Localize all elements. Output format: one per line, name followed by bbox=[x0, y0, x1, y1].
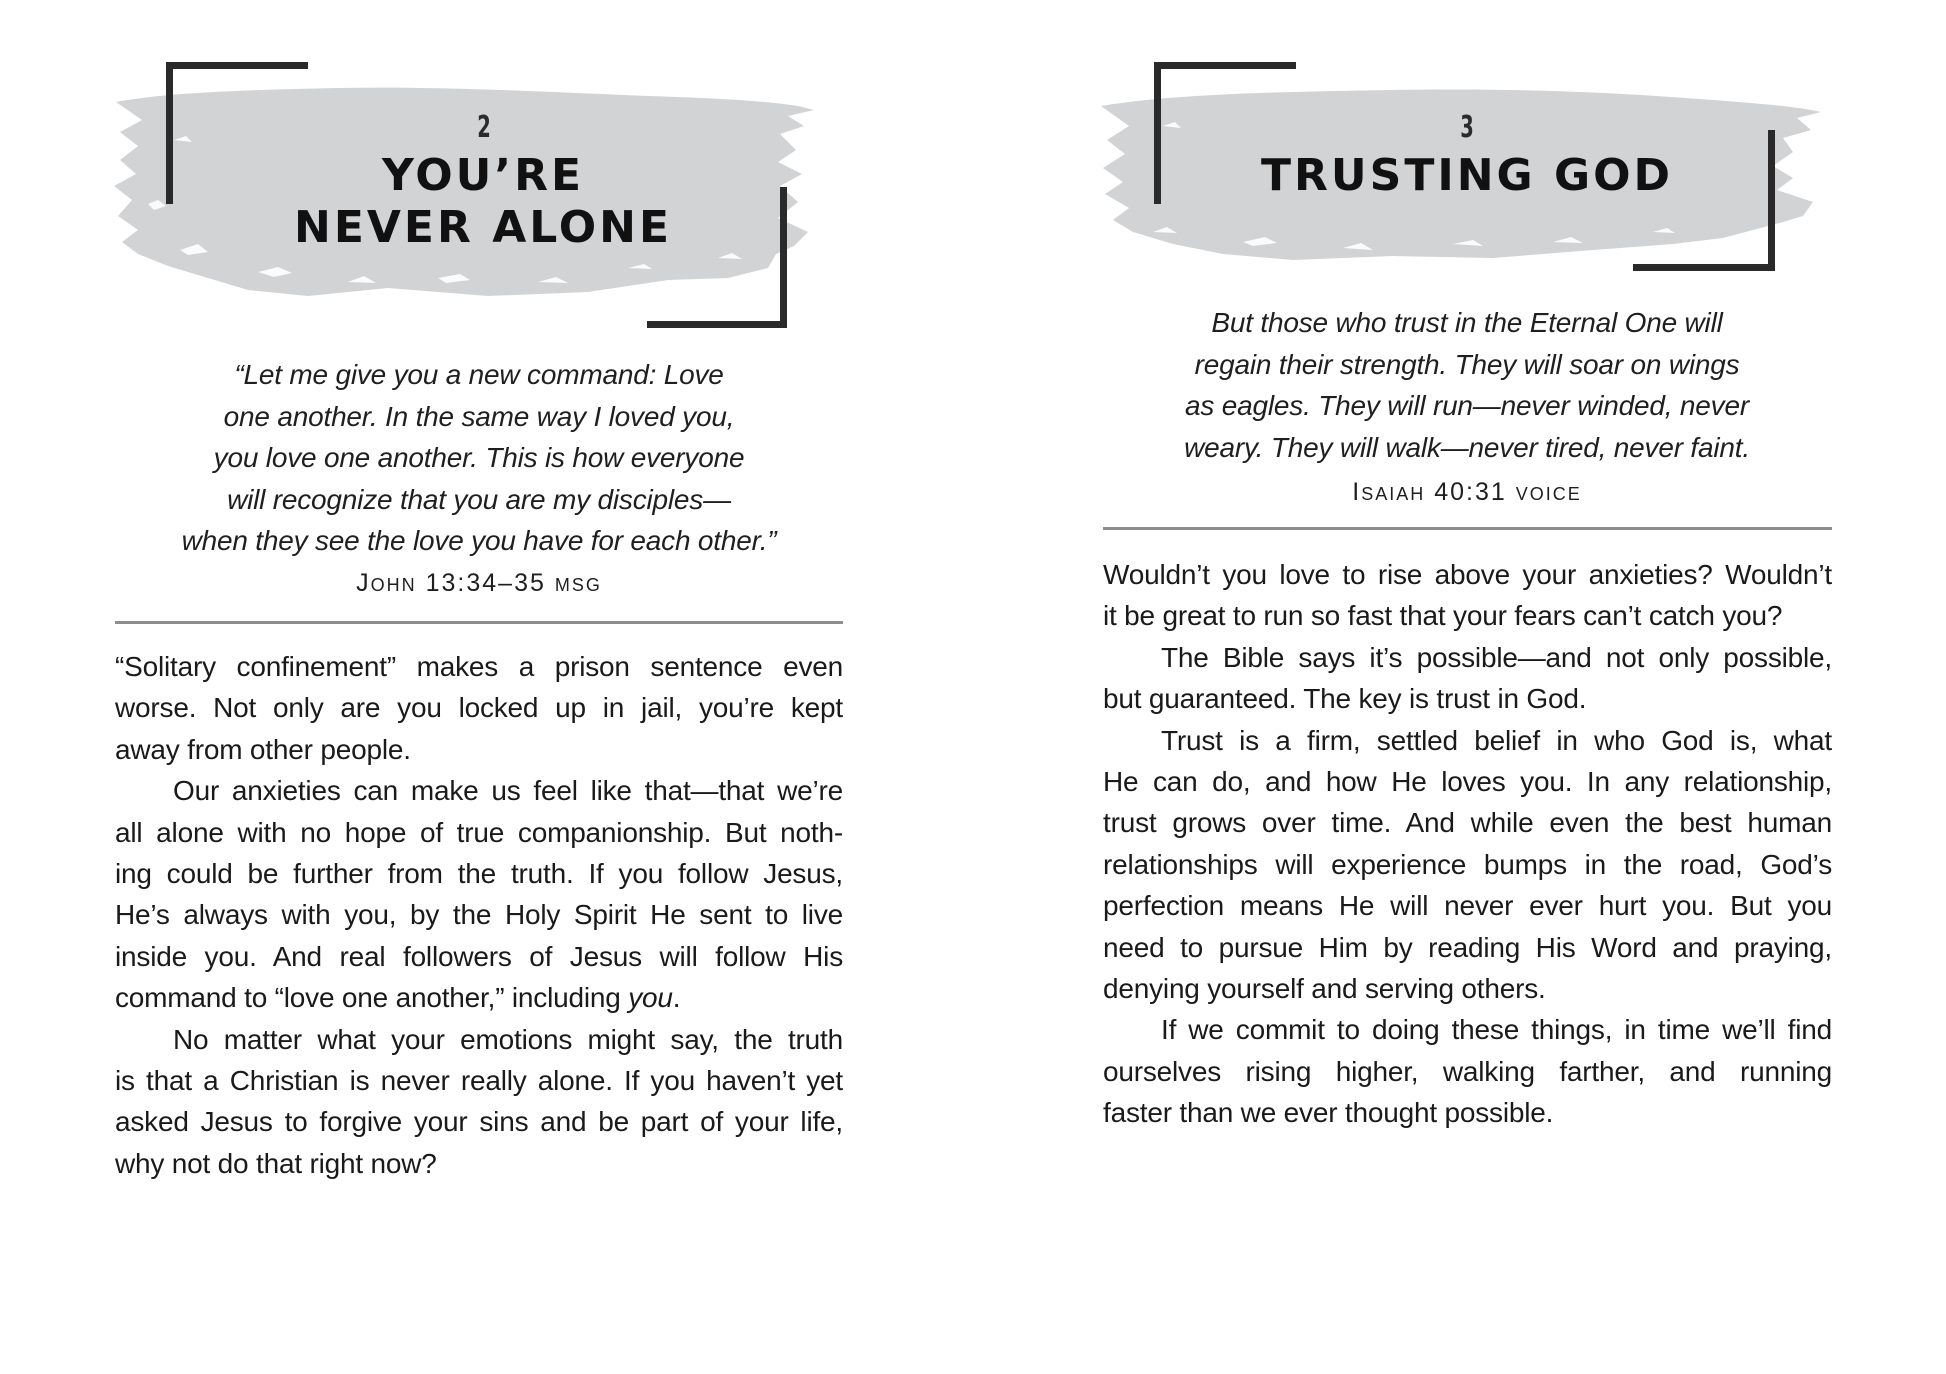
body-text bbox=[1103, 554, 1832, 1133]
bracket-top-left-vertical bbox=[1154, 62, 1161, 204]
body-line: faster than we ever thought possible. bbox=[1103, 1097, 1554, 1129]
chapter-number: 2 bbox=[477, 110, 491, 145]
body-text bbox=[115, 646, 843, 1184]
quote-line: will recognize that you are my disciples— bbox=[227, 483, 731, 515]
body-line: need to pursue Him by reading His Word and praying, bbox=[1103, 931, 1832, 963]
body-line: He can do, and how He loves you. In any relationship, bbox=[1103, 765, 1832, 797]
right-page bbox=[973, 0, 1946, 1374]
body-line: He’s always with you, by the Holy Spirit He sent to live bbox=[115, 899, 843, 931]
section-divider bbox=[1103, 527, 1832, 530]
body-line: ing could be further from the truth. If you follow Jesus, bbox=[115, 857, 843, 889]
body-line: asked Jesus to forgive your sins and be part of your life, bbox=[115, 1106, 843, 1138]
quote-line: “Let me give you a new command: Love bbox=[234, 359, 724, 390]
section-divider bbox=[115, 621, 843, 624]
emphasis: you bbox=[628, 982, 673, 1014]
body-line: is that a Christian is never really alone. If you haven’t yet bbox=[115, 1064, 843, 1096]
body-line: command to “love one another,” including you. bbox=[115, 982, 681, 1014]
bracket-bottom-right-vertical bbox=[1768, 130, 1775, 271]
body-line: If we commit to doing these things, in time we’ll find bbox=[1161, 1014, 1832, 1046]
scripture-quote bbox=[115, 354, 843, 562]
quote-line: as eagles. They will run—never winded, never bbox=[1185, 390, 1749, 422]
quote-line: when they see the love you have for each other.” bbox=[181, 525, 777, 557]
bracket-top-left-vertical bbox=[166, 62, 173, 204]
bracket-bottom-right-horizontal bbox=[1633, 264, 1775, 271]
body-line: No matter what your emotions might say, the truth bbox=[173, 1023, 843, 1055]
chapter-title-line: NEVER ALONE bbox=[294, 202, 672, 253]
scripture-quote bbox=[1103, 302, 1831, 468]
chapter-title-line: YOU’RE bbox=[381, 150, 585, 201]
bracket-bottom-right-horizontal bbox=[647, 321, 787, 328]
body-line: perfection means He will never ever hurt you. But you bbox=[1103, 890, 1832, 922]
body-line: “Solitary confinement” makes a prison sentence even bbox=[115, 651, 843, 682]
chapter-number: 3 bbox=[1460, 110, 1474, 145]
body-line: all alone with no hope of true companionship. But noth- bbox=[115, 816, 843, 848]
chapter-title bbox=[1167, 150, 1767, 202]
chapter-title-line: TRUSTING GOD bbox=[1261, 150, 1673, 201]
body-line: away from other people. bbox=[115, 733, 411, 765]
quote-line: regain their strength. They will soar on wings bbox=[1194, 348, 1740, 380]
scripture-reference: John 13:34–35 msg bbox=[356, 569, 602, 597]
body-line: inside you. And real followers of Jesus will follow His bbox=[115, 940, 843, 972]
bracket-top-left-horizontal bbox=[166, 62, 308, 69]
body-line: relationships will experience bumps in the road, God’s bbox=[1103, 848, 1832, 880]
quote-line: weary. They will walk—never tired, never faint. bbox=[1184, 431, 1750, 463]
bracket-top-left-horizontal bbox=[1154, 62, 1296, 69]
body-line: The Bible says it’s possible—and not only possible, bbox=[1161, 641, 1832, 673]
body-line: but guaranteed. The key is trust in God. bbox=[1103, 683, 1587, 715]
body-line: Wouldn’t you love to rise above your anxieties? Wouldn’t bbox=[1103, 559, 1832, 590]
quote-line: one another. In the same way I loved you, bbox=[223, 400, 735, 432]
body-line: worse. Not only are you locked up in jail, you’re kept bbox=[115, 692, 843, 724]
body-line: ourselves rising higher, walking farther, and running bbox=[1103, 1055, 1832, 1087]
body-line: Trust is a firm, settled belief in who God is, what bbox=[1161, 724, 1832, 756]
body-line: Our anxieties can make us feel like that—that we’re bbox=[173, 775, 843, 807]
body-line: it be great to run so fast that your fears can’t catch you? bbox=[1103, 600, 1783, 632]
body-line: why not do that right now? bbox=[115, 1147, 437, 1179]
scripture-reference: Isaiah 40:31 voice bbox=[1352, 478, 1582, 506]
body-line: trust grows over time. And while even the best human bbox=[1103, 807, 1832, 839]
body-line: denying yourself and serving others. bbox=[1103, 972, 1546, 1004]
chapter-title bbox=[183, 150, 783, 254]
quote-line: But those who trust in the Eternal One will bbox=[1211, 307, 1723, 338]
quote-line: you love one another. This is how everyone bbox=[213, 442, 745, 474]
